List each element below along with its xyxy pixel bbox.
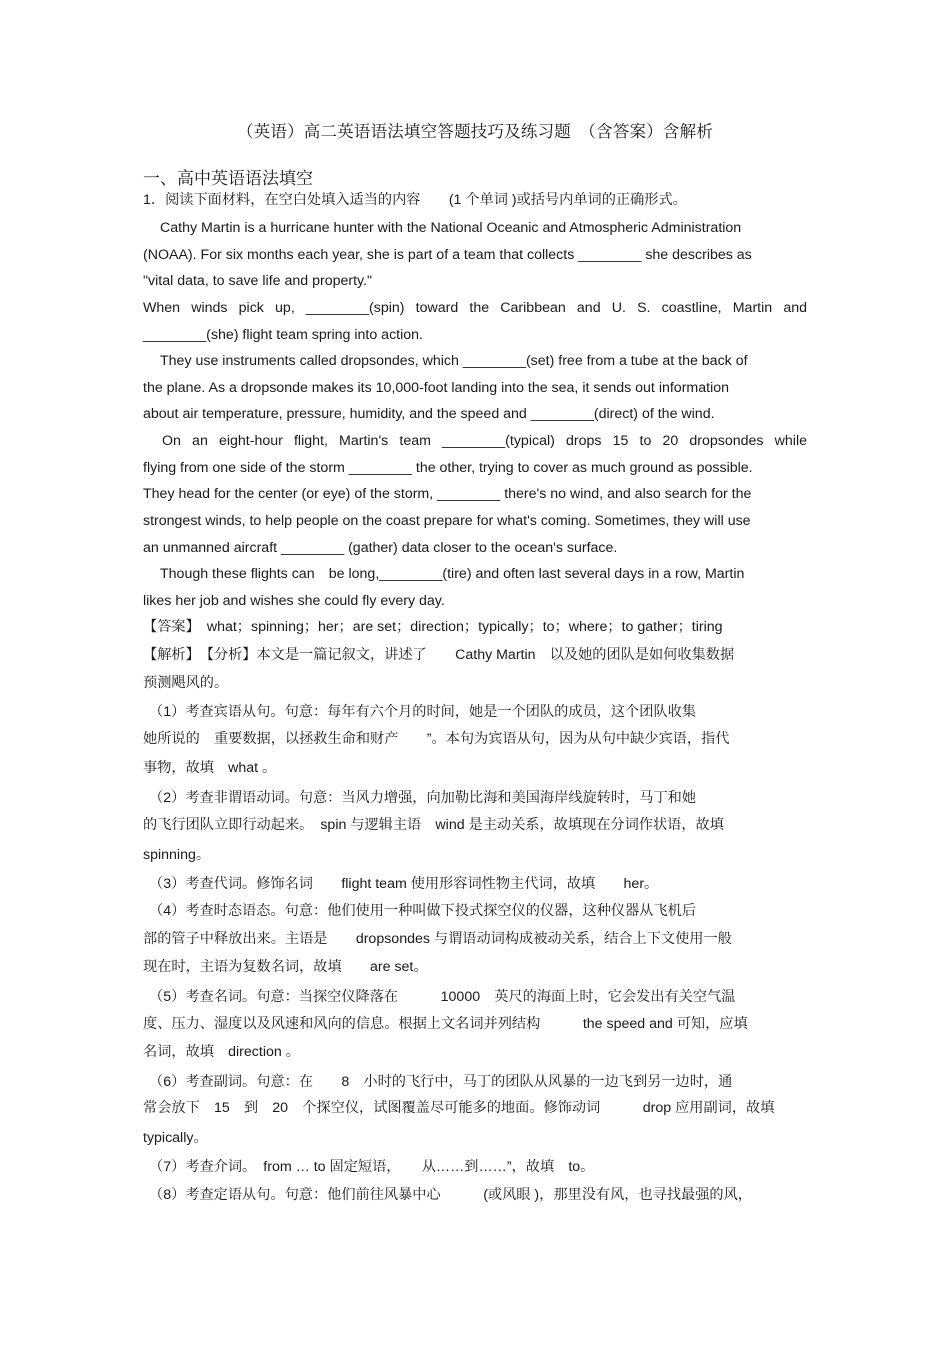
analysis-line: 度、压力、湿度以及风速和风向的信息。根据上文名词并列结构 the speed and 可知，应填	[143, 1016, 748, 1032]
analysis-line: （5）考查名词。句意：当探空仪降落在 10000 英尺的海面上时，它会发出有关空气温	[149, 989, 736, 1005]
analysis-line: 部的管子中释放出来。主语是 dropsondes 与谓语动词构成被动关系，结合上下文使用一般	[143, 931, 732, 947]
passage-line: On an eight-hour flight, Martin's team ________(typical) drops 15 to 20 dropsondes while	[162, 433, 807, 449]
document-title: （英语）高二英语语法填空答题技巧及练习题 （含答案）含解析	[236, 123, 714, 141]
analysis-line: （8）考查定语从句。句意：他们前往风暴中心 (或风眼 )，那里没有风，也寻找最强的风，	[149, 1187, 752, 1203]
analysis-line: （2）考查非谓语动词。句意：当风力增强，向加勒比海和美国海岸线旋转时，马丁和她	[149, 790, 697, 806]
passage-line: an unmanned aircraft ________ (gather) data closer to the ocean's surface.	[143, 540, 618, 556]
passage-line: They head for the center (or eye) of the storm, ________ there's no wind, and also search for the	[143, 486, 752, 502]
passage-line: Cathy Martin is a hurricane hunter with the National Oceanic and Atmospheric Administration	[160, 220, 742, 236]
passage-line: about air temperature, pressure, humidity, and the speed and ________(direct) of the wind.	[143, 406, 715, 422]
analysis-line: 常会放下 15 到 20 个探空仪，试图覆盖尽可能多的地面。修饰动词 drop 应用副词，故填	[143, 1100, 775, 1116]
passage-line: flying from one side of the storm ________ the other, trying to cover as much ground as possible.	[143, 460, 753, 476]
analysis-line: （6）考查副词。句意：在 8 小时的飞行中，马丁的团队从风暴的一边飞到另一边时，通	[149, 1074, 733, 1090]
analysis-line: 现在时，主语为复数名词，故填 are set。	[143, 959, 428, 975]
analysis-line: 预测飓风的。	[143, 675, 229, 691]
section-heading: 一、高中英语语法填空	[143, 169, 313, 188]
passage-line: Though these flights can be long,________(tire) and often last several days in a row, Martin	[160, 566, 745, 582]
instruction-line: 1．阅读下面材料，在空白处填入适当的内容 (1 个单词 )或括号内单词的正确形式。	[143, 192, 687, 208]
analysis-line: 她所说的 重要数据，以拯救生命和财产 ”。本句为宾语从句，因为从句中缺少宾语，指代	[143, 731, 730, 747]
analysis-line: 事物，故填 what 。	[143, 760, 277, 776]
analysis-line: typically。	[143, 1130, 208, 1146]
passage-line: They use instruments called dropsondes, which ________(set) free from a tube at the back of	[160, 353, 748, 369]
analysis-line: 的飞行团队立即行动起来。 spin 与逻辑主语 wind 是主动关系，故填现在分词作状语，故填	[143, 817, 724, 833]
passage-line: ________(she) flight team spring into action.	[143, 327, 423, 343]
passage-line: (NOAA). For six months each year, she is part of a team that collects ________ she describes as	[143, 247, 752, 263]
analysis-line: （1）考查宾语从句。句意：每年有六个月的时间，她是一个团队的成员，这个团队收集	[149, 704, 697, 720]
analysis-line: （4）考查时态语态。句意：他们使用一种叫做下投式探空仪的仪器，这种仪器从飞机后	[149, 903, 697, 919]
passage-line: strongest winds, to help people on the coast prepare for what's coming. Sometimes, they will use	[143, 513, 751, 529]
passage-line: When winds pick up, ________(spin) toward the Caribbean and U. S. coastline, Martin and	[143, 300, 807, 316]
analysis-line: spinning。	[143, 847, 211, 863]
passage-line: likes her job and wishes she could fly every day.	[143, 593, 445, 609]
passage-line: the plane. As a dropsonde makes its 10,000-foot landing into the sea, it sends out information	[143, 380, 730, 396]
passage-line: "vital data, to save life and property."	[143, 273, 373, 289]
analysis-line: （3）考查代词。修饰名词 flight team 使用形容词性物主代词，故填 her。	[149, 876, 659, 892]
analysis-line: 【解析】 【分析】本文是一篇记叙文，讲述了 Cathy Martin 以及她的团队是如何收集数据	[143, 647, 735, 663]
analysis-line: 名词，故填 direction 。	[143, 1044, 300, 1060]
analysis-line: （7）考查介词。 from … to 固定短语， 从……到……”，故填 to。	[149, 1159, 595, 1175]
answer-line: 【答案】 what；spinning；her；are set；direction；typically；to；where；to gather；tiring	[143, 619, 723, 635]
